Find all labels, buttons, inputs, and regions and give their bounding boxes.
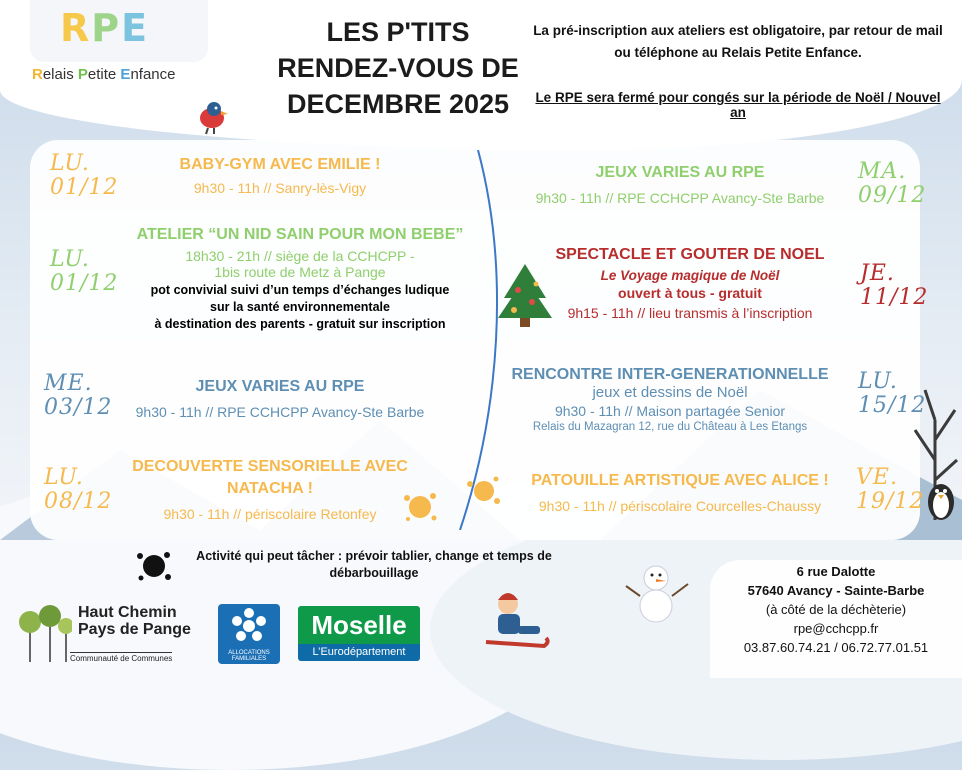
haut-chemin-trees-icon <box>16 604 72 662</box>
email-link[interactable]: rpe@cchcpp.fr <box>793 621 879 636</box>
rpe-logo: RPE <box>60 6 150 50</box>
penguin-icon <box>924 474 958 522</box>
snowman-icon <box>622 556 692 626</box>
event-intergenerationnelle: RENCONTRE INTER-GENERATIONNELLE jeux et dessins de Noël 9h30 - 11h // Maison partagée Senior Relais du Mazagran 12, rue du Château à Les Etangs <box>511 366 829 433</box>
event-spectacle-noel: SPECTACLE ET GOUTER DE NOEL Le Voyage magique de Noël ouvert à tous - gratuit 9h15 - 11h // lieu transmis à l’inscription <box>555 246 825 321</box>
date-me-03-12: ME. 03/12 <box>44 371 113 420</box>
closure-notice: Le RPE sera fermé pour congés sur la période de Noël / Nouvel an <box>535 90 941 120</box>
event-baby-gym: BABY-GYM AVEC EMILIE ! 9h30 - 11h // Sanry-lès-Vigy <box>179 156 381 196</box>
date-je-11-12: JE. 11/12 <box>860 261 929 310</box>
caf-label: ALLOCATIONS FAMILIALES <box>228 650 270 662</box>
haut-chemin-logo: Haut Chemin Pays de Pange <box>78 604 191 638</box>
event-decouverte-sensorielle: DECOUVERTE SENSORIELLE AVEC NATACHA ! 9h30 - 11h // périscolaire Retonfey <box>132 458 408 522</box>
event-jeux-varies-right: JEUX VARIES AU RPE 9h30 - 11h // RPE CCHCPP Avancy-Ste Barbe <box>535 164 825 206</box>
panel-divider <box>440 150 500 530</box>
date-lu-08-12: LU. 08/12 <box>44 465 113 514</box>
bird-icon <box>192 96 232 136</box>
date-lu-15-12: LU. 15/12 <box>858 369 927 418</box>
date-lu-01-12-b: LU. 01/12 <box>50 247 119 296</box>
event-nid-sain: ATELIER “UN NID SAIN POUR MON BEBE” 18h30 - 21h // siège de la CCHCPP - 1bis route de Metz à Pange pot convivial suivi d’un temps d’échanges ludique sur la santé environnementale à destination des parents - gratuit sur inscription <box>136 226 464 331</box>
stain-warning: Activité qui peut tâcher : prévoir tablier, change et temps de débarbouillage <box>196 549 552 580</box>
page-title: LES P'TITS RENDEZ-VOUS DE DECEMBRE 2025 <box>277 17 519 119</box>
paint-splash-icon <box>466 474 502 508</box>
date-ve-19-12: VE. 19/12 <box>856 465 925 514</box>
address-block: 6 rue Dalotte 57640 Avancy - Sainte-Barbe (à côté de la déchèterie) rpe@cchcpp.fr 03.87.60.74.21 / 06.72.77.01.51 <box>716 562 956 657</box>
ink-splat-icon <box>134 548 174 584</box>
event-jeux-varies-left: JEUX VARIES AU RPE 9h30 - 11h // RPE CCHCPP Avancy-Ste Barbe <box>135 378 425 420</box>
sledding-child-icon <box>478 586 550 656</box>
registration-info: La pré-inscription aux ateliers est obligatoire, par retour de mail ou téléphone au Relais Petite Enfance. <box>533 23 943 60</box>
date-lu-01-12-a: LU. 01/12 <box>50 151 119 200</box>
paint-splash-icon <box>402 490 438 524</box>
logo-subtitle: Relais Petite Enfance <box>32 66 176 83</box>
caf-flower-icon <box>218 604 280 650</box>
moselle-logo: Moselle L’Eurodépartement <box>298 606 420 661</box>
date-ma-09-12: MA. 09/12 <box>858 159 927 208</box>
haut-chemin-subtitle: Communauté de Communes <box>70 654 173 663</box>
event-patouille-artistique: PATOUILLE ARTISTIQUE AVEC ALICE ! 9h30 - 11h // périscolaire Courcelles-Chaussy <box>531 472 829 514</box>
christmas-tree-icon <box>496 260 554 330</box>
